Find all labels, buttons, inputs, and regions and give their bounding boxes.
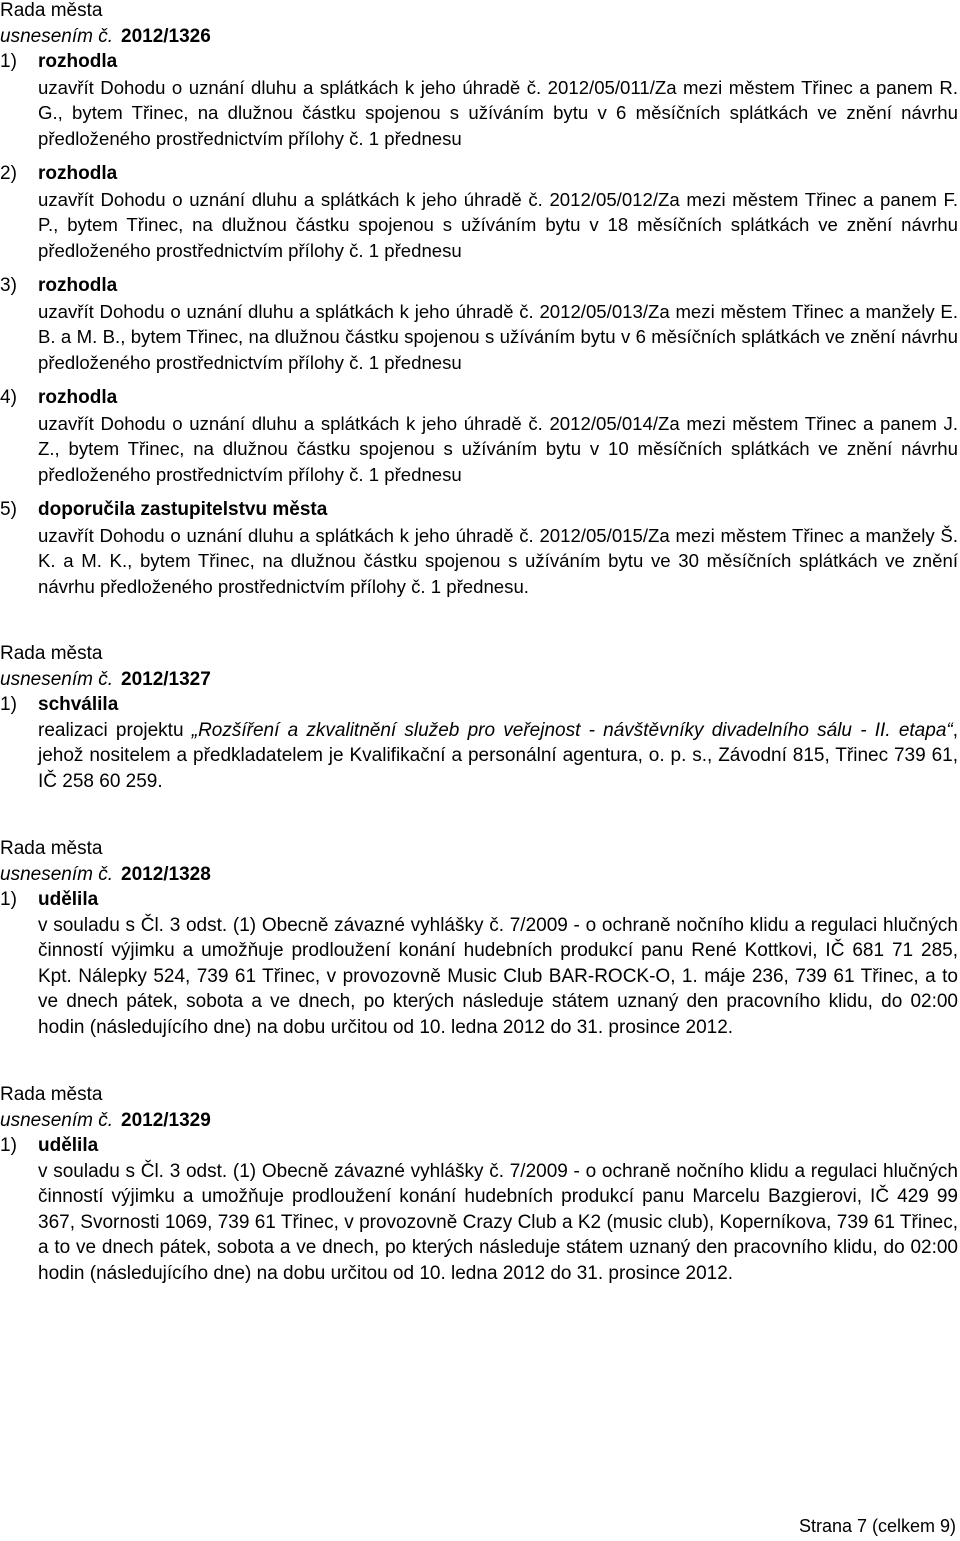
resolution-2012-1329 (0, 1082, 958, 1286)
resolution-item (0, 692, 958, 794)
item-number: 2) (0, 163, 17, 184)
page-footer: Strana 7 (celkem 9) (798, 1516, 956, 1536)
item-text (38, 718, 958, 795)
item-number: 5) (0, 499, 17, 520)
item-verb: udělila (38, 1135, 99, 1156)
item-verb: rozhodla (38, 275, 118, 296)
item-text: uzavřít Dohodu o uznání dluhu a splátkách k jeho úhradě č. 2012/05/015/Za mezi městem Třinec a manžely Š. K. a M. K., bytem Třinec, na dlužnou částku spojenou s užíváním bytu ve 30 měsíčních splátkách ve znění návrhu předloženého prostřednictvím přílohy č. 1 přednesu. (38, 524, 958, 597)
council-name: Rada města (0, 1084, 103, 1105)
item-text: uzavřít Dohodu o uznání dluhu a splátkách k jeho úhradě č. 2012/05/011/Za mezi městem Třinec a panem R. G., bytem Třinec, na dlužnou částku spojenou s užíváním bytu v 6 měsíčních splátkách ve znění návrhu předloženého prostřednictvím přílohy č. 1 přednesu (38, 76, 958, 149)
item-text: uzavřít Dohodu o uznání dluhu a splátkách k jeho úhradě č. 2012/05/012/Za mezi městem Třinec a panem F. P., bytem Třinec, na dlužnou částku spojenou s užíváním bytu v 18 měsíčních splátkách ve znění návrhu předloženého prostřednictvím přílohy č. 1 přednesu (38, 188, 958, 261)
resolution-item (0, 385, 958, 487)
resolution-label: usnesením č. (0, 668, 113, 690)
project-name: „Rozšíření a zkvalitnění služeb pro veřejnost - návštěvníky divadelního sálu - II. etapa“ (191, 719, 953, 741)
resolution-item (0, 161, 958, 263)
item-verb: schválila (38, 694, 119, 715)
item-text: uzavřít Dohodu o uznání dluhu a splátkách k jeho úhradě č. 2012/05/013/Za mezi městem Třinec a manžely E. B. a M. B., bytem Třinec, na dlužnou částku spojenou s užíváním bytu v 6 měsíčních splátkách ve znění návrhu předloženého prostřednictvím přílohy č. 1 přednesu (38, 300, 958, 373)
item-number: 1) (0, 51, 17, 72)
resolution-item (0, 497, 958, 599)
item-number: 1) (0, 694, 17, 715)
resolution-number: 2012/1328 (121, 863, 211, 885)
council-name: Rada města (0, 643, 103, 664)
resolution-number: 2012/1329 (121, 1109, 211, 1131)
resolution-heading (0, 1108, 958, 1134)
resolution-2012-1326 (0, 0, 958, 599)
resolution-label: usnesením č. (0, 863, 113, 885)
resolution-label: usnesením č. (0, 25, 113, 47)
resolution-heading (0, 24, 958, 50)
item-number: 1) (0, 1135, 17, 1156)
item-verb: doporučila zastupitelstvu města (38, 499, 328, 520)
item-text: v souladu s Čl. 3 odst. (1) Obecně závazné vyhlášky č. 7/2009 - o ochraně nočního klidu a regulaci hlučných činností výjimku a umožňuje prodloužení konání hudebních produkcí panu Marcelu Bazgierovi, IČ 429 99 367, Svornosti 1069, 739 61 Třinec, v provozovně Crazy Club a K2 (music club), Koperníkova, 739 61 Třinec, a to ve dnech pátek, sobota a ve dnech, po kterých následuje státem uznaný den pracovního klidu, do 02:00 hodin (následujícího dne) na dobu určitou od 10. ledna 2012 do 31. prosince 2012. (38, 1160, 958, 1284)
resolution-2012-1328 (0, 836, 958, 1040)
item-verb: rozhodla (38, 51, 118, 72)
item-verb: rozhodla (38, 387, 118, 408)
item-number: 4) (0, 387, 17, 408)
item-text-post: , jehož nositelem a předkladatelem je Kvalifikační a personální agentura, o. p. s., Závodní 815, Třinec 739 61, IČ 258 60 259. (38, 719, 958, 792)
resolution-item (0, 887, 958, 1040)
resolution-number: 2012/1326 (121, 25, 211, 47)
council-name: Rada města (0, 0, 103, 21)
item-text-pre: realizaci projektu (38, 719, 192, 741)
resolution-2012-1327 (0, 641, 958, 794)
item-verb: udělila (38, 889, 99, 910)
resolution-item (0, 1133, 958, 1286)
item-text: v souladu s Čl. 3 odst. (1) Obecně závazné vyhlášky č. 7/2009 - o ochraně nočního klidu a regulaci hlučných činností výjimku a umožňuje prodloužení konání hudebních produkcí panu René Kottkovi, IČ 681 71 285, Kpt. Nálepky 524, 739 61 Třinec, v provozovně Music Club BAR-ROCK-O, 1. máje 236, 739 61 Třinec, a to ve dnech pátek, sobota a ve dnech, po kterých následuje státem uznaný den pracovního klidu, do 02:00 hodin (následujícího dne) na dobu určitou od 10. ledna 2012 do 31. prosince 2012. (38, 914, 958, 1038)
resolution-item (0, 273, 958, 375)
item-number: 1) (0, 889, 17, 910)
resolution-heading (0, 667, 958, 693)
item-text: uzavřít Dohodu o uznání dluhu a splátkách k jeho úhradě č. 2012/05/014/Za mezi městem Třinec a panem J. Z., bytem Třinec, na dlužnou částku spojenou s užíváním bytu v 10 měsíčních splátkách ve znění návrhu předloženého prostřednictvím přílohy č. 1 přednesu (38, 412, 958, 485)
item-verb: rozhodla (38, 163, 118, 184)
resolution-number: 2012/1327 (121, 668, 211, 690)
resolution-heading (0, 862, 958, 888)
resolution-label: usnesením č. (0, 1109, 113, 1131)
item-number: 3) (0, 275, 17, 296)
council-name: Rada města (0, 838, 103, 859)
resolution-item (0, 49, 958, 151)
